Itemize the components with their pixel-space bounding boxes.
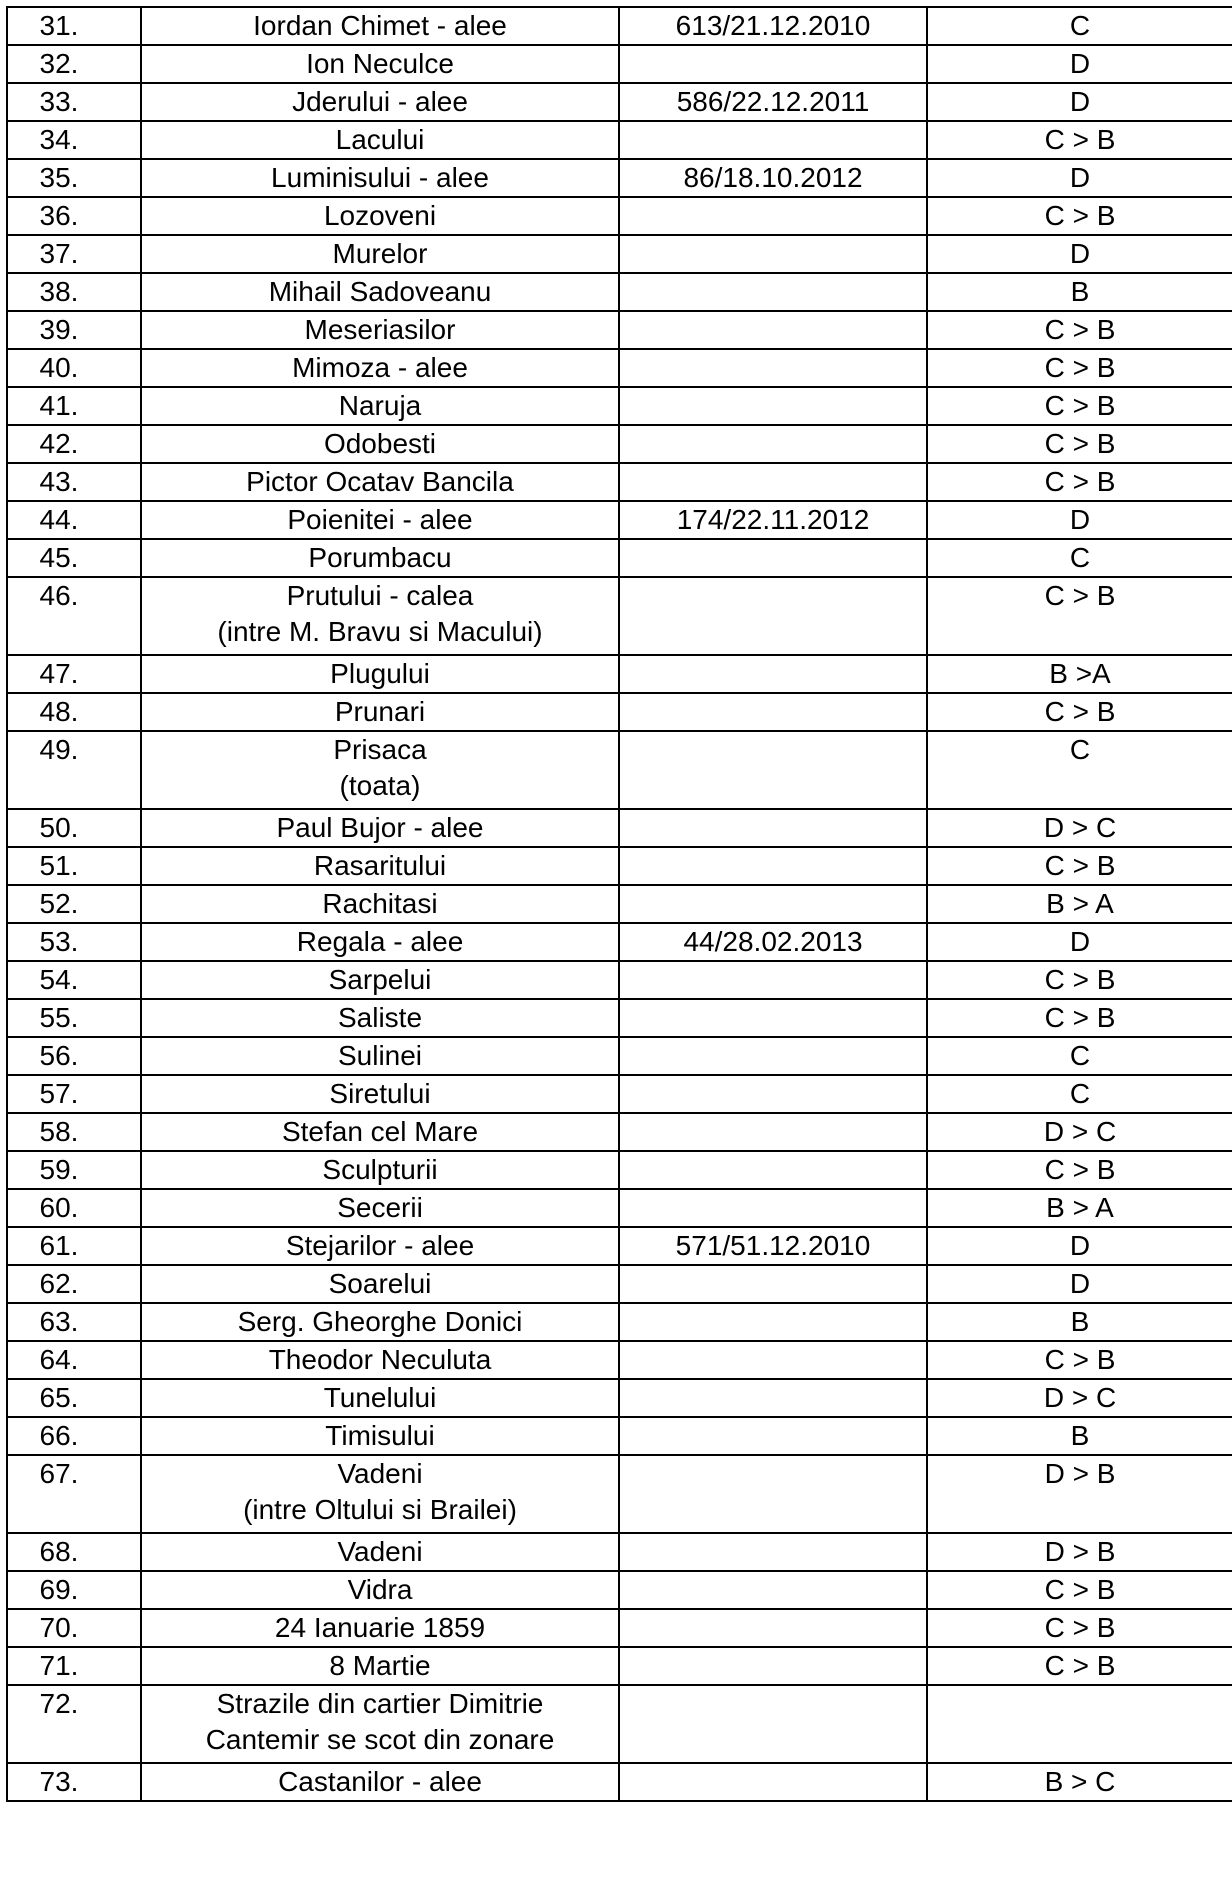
- street-name-cell: Mihail Sadoveanu: [141, 273, 619, 311]
- row-number-cell: 55.: [7, 999, 141, 1037]
- street-name-cell: 24 Ianuarie 1859: [141, 1609, 619, 1647]
- street-name-cell: Rachitasi: [141, 885, 619, 923]
- zone-cell: D: [927, 159, 1232, 197]
- row-number-cell: 53.: [7, 923, 141, 961]
- table-row: [7, 311, 1232, 349]
- street-name-cell: Jderului - alee: [141, 83, 619, 121]
- row-number-cell: 54.: [7, 961, 141, 999]
- street-name-cell: Castanilor - alee: [141, 1763, 619, 1801]
- decision-cell: [619, 999, 927, 1037]
- zone-cell: C > B: [927, 961, 1232, 999]
- street-name-cell: Serg. Gheorghe Donici: [141, 1303, 619, 1341]
- decision-cell: 174/22.11.2012: [619, 501, 927, 539]
- street-name-cell: Rasaritului: [141, 847, 619, 885]
- decision-cell: [619, 1113, 927, 1151]
- zone-cell: C > B: [927, 693, 1232, 731]
- row-number-cell: 71.: [7, 1647, 141, 1685]
- zone-cell: C > B: [927, 197, 1232, 235]
- street-name-cell: Porumbacu: [141, 539, 619, 577]
- street-name-cell: Prunari: [141, 693, 619, 731]
- table-row: [7, 197, 1232, 235]
- decision-cell: [619, 731, 927, 809]
- decision-cell: [619, 809, 927, 847]
- decision-cell: [619, 1571, 927, 1609]
- row-number-cell: 40.: [7, 349, 141, 387]
- table-row: [7, 1113, 1232, 1151]
- decision-cell: [619, 1417, 927, 1455]
- row-number-cell: 66.: [7, 1417, 141, 1455]
- decision-cell: [619, 1685, 927, 1763]
- street-name-cell: Soarelui: [141, 1265, 619, 1303]
- decision-cell: [619, 311, 927, 349]
- table-row: [7, 121, 1232, 159]
- row-number-cell: 62.: [7, 1265, 141, 1303]
- row-number-cell: 67.: [7, 1455, 141, 1533]
- street-name-cell: Prisaca (toata): [141, 731, 619, 809]
- table-row: [7, 387, 1232, 425]
- decision-cell: [619, 1151, 927, 1189]
- table-row: [7, 999, 1232, 1037]
- table-row: [7, 273, 1232, 311]
- zone-cell: D: [927, 501, 1232, 539]
- table-row: [7, 885, 1232, 923]
- decision-cell: [619, 273, 927, 311]
- zone-cell: D: [927, 235, 1232, 273]
- row-number-cell: 59.: [7, 1151, 141, 1189]
- table-row: [7, 1571, 1232, 1609]
- table-row: [7, 1227, 1232, 1265]
- zone-cell: C > B: [927, 121, 1232, 159]
- street-name-cell: Poienitei - alee: [141, 501, 619, 539]
- row-number-cell: 49.: [7, 731, 141, 809]
- zone-cell: D: [927, 1227, 1232, 1265]
- street-zoning-table-container: [6, 6, 1232, 1802]
- zone-cell: C > B: [927, 1341, 1232, 1379]
- zone-cell: D: [927, 45, 1232, 83]
- zone-cell: C > B: [927, 577, 1232, 655]
- table-row: [7, 539, 1232, 577]
- decision-cell: [619, 1341, 927, 1379]
- table-row: [7, 1533, 1232, 1571]
- zone-cell: C > B: [927, 349, 1232, 387]
- decision-cell: [619, 1037, 927, 1075]
- table-row: [7, 349, 1232, 387]
- zone-cell: B: [927, 1303, 1232, 1341]
- street-name-cell: Pictor Ocatav Bancila: [141, 463, 619, 501]
- decision-cell: [619, 961, 927, 999]
- zone-cell: C > B: [927, 425, 1232, 463]
- street-name-cell: 8 Martie: [141, 1647, 619, 1685]
- street-name-cell: Stejarilor - alee: [141, 1227, 619, 1265]
- row-number-cell: 47.: [7, 655, 141, 693]
- row-number-cell: 52.: [7, 885, 141, 923]
- decision-cell: [619, 693, 927, 731]
- decision-cell: [619, 1647, 927, 1685]
- decision-cell: [619, 539, 927, 577]
- decision-cell: [619, 463, 927, 501]
- decision-cell: [619, 1075, 927, 1113]
- table-row: [7, 961, 1232, 999]
- zone-cell: D: [927, 1265, 1232, 1303]
- zone-cell: B > C: [927, 1763, 1232, 1801]
- row-number-cell: 68.: [7, 1533, 141, 1571]
- row-number-cell: 63.: [7, 1303, 141, 1341]
- zone-cell: B > A: [927, 1189, 1232, 1227]
- decision-cell: [619, 197, 927, 235]
- street-name-cell: Murelor: [141, 235, 619, 273]
- decision-cell: [619, 235, 927, 273]
- row-number-cell: 61.: [7, 1227, 141, 1265]
- table-row: [7, 1763, 1232, 1801]
- zone-cell: C > B: [927, 1609, 1232, 1647]
- row-number-cell: 44.: [7, 501, 141, 539]
- table-row: [7, 7, 1232, 45]
- decision-cell: [619, 1533, 927, 1571]
- street-name-cell: Ion Neculce: [141, 45, 619, 83]
- decision-cell: [619, 577, 927, 655]
- street-name-cell: Vadeni (intre Oltului si Brailei): [141, 1455, 619, 1533]
- decision-cell: [619, 885, 927, 923]
- street-name-cell: Luminisului - alee: [141, 159, 619, 197]
- row-number-cell: 70.: [7, 1609, 141, 1647]
- table-row: [7, 1379, 1232, 1417]
- street-name-cell: Iordan Chimet - alee: [141, 7, 619, 45]
- zone-cell: C > B: [927, 387, 1232, 425]
- row-number-cell: 33.: [7, 83, 141, 121]
- decision-cell: 86/18.10.2012: [619, 159, 927, 197]
- row-number-cell: 41.: [7, 387, 141, 425]
- decision-cell: [619, 387, 927, 425]
- row-number-cell: 60.: [7, 1189, 141, 1227]
- street-name-cell: Sulinei: [141, 1037, 619, 1075]
- table-row: [7, 235, 1232, 273]
- table-row: [7, 731, 1232, 809]
- table-body: [7, 7, 1232, 1801]
- table-row: [7, 847, 1232, 885]
- decision-cell: 613/21.12.2010: [619, 7, 927, 45]
- table-row: [7, 1455, 1232, 1533]
- row-number-cell: 69.: [7, 1571, 141, 1609]
- table-row: [7, 577, 1232, 655]
- table-row: [7, 809, 1232, 847]
- zone-cell: D > C: [927, 809, 1232, 847]
- table-row: [7, 83, 1232, 121]
- zone-cell: B: [927, 273, 1232, 311]
- table-row: [7, 655, 1232, 693]
- decision-cell: [619, 425, 927, 463]
- table-row: [7, 1341, 1232, 1379]
- row-number-cell: 51.: [7, 847, 141, 885]
- row-number-cell: 65.: [7, 1379, 141, 1417]
- decision-cell: [619, 1189, 927, 1227]
- decision-cell: [619, 349, 927, 387]
- zone-cell: B > A: [927, 885, 1232, 923]
- table-row: [7, 693, 1232, 731]
- row-number-cell: 45.: [7, 539, 141, 577]
- table-row: [7, 1037, 1232, 1075]
- row-number-cell: 35.: [7, 159, 141, 197]
- decision-cell: [619, 1763, 927, 1801]
- table-row: [7, 1189, 1232, 1227]
- decision-cell: 586/22.12.2011: [619, 83, 927, 121]
- table-row: [7, 1075, 1232, 1113]
- zone-cell: D > C: [927, 1113, 1232, 1151]
- decision-cell: [619, 1379, 927, 1417]
- row-number-cell: 37.: [7, 235, 141, 273]
- decision-cell: [619, 1609, 927, 1647]
- table-row: [7, 1303, 1232, 1341]
- street-name-cell: Saliste: [141, 999, 619, 1037]
- row-number-cell: 50.: [7, 809, 141, 847]
- street-name-cell: Mimoza - alee: [141, 349, 619, 387]
- zone-cell: [927, 1685, 1232, 1763]
- street-name-cell: Naruja: [141, 387, 619, 425]
- table-row: [7, 1151, 1232, 1189]
- decision-cell: 44/28.02.2013: [619, 923, 927, 961]
- street-name-cell: Siretului: [141, 1075, 619, 1113]
- street-name-cell: Strazile din cartier Dimitrie Cantemir se scot din zonare: [141, 1685, 619, 1763]
- row-number-cell: 38.: [7, 273, 141, 311]
- street-name-cell: Paul Bujor - alee: [141, 809, 619, 847]
- zone-cell: C: [927, 7, 1232, 45]
- street-name-cell: Timisului: [141, 1417, 619, 1455]
- table-row: [7, 501, 1232, 539]
- zone-cell: D: [927, 923, 1232, 961]
- decision-cell: [619, 1265, 927, 1303]
- zone-cell: C > B: [927, 1647, 1232, 1685]
- zone-cell: D: [927, 83, 1232, 121]
- table-row: [7, 463, 1232, 501]
- row-number-cell: 57.: [7, 1075, 141, 1113]
- street-name-cell: Regala - alee: [141, 923, 619, 961]
- table-row: [7, 1417, 1232, 1455]
- street-name-cell: Tunelului: [141, 1379, 619, 1417]
- row-number-cell: 58.: [7, 1113, 141, 1151]
- street-name-cell: Sculpturii: [141, 1151, 619, 1189]
- street-name-cell: Prutului - calea (intre M. Bravu si Macului): [141, 577, 619, 655]
- street-name-cell: Vadeni: [141, 1533, 619, 1571]
- zone-cell: B: [927, 1417, 1232, 1455]
- row-number-cell: 32.: [7, 45, 141, 83]
- zone-cell: C > B: [927, 999, 1232, 1037]
- street-name-cell: Plugului: [141, 655, 619, 693]
- decision-cell: 571/51.12.2010: [619, 1227, 927, 1265]
- decision-cell: [619, 45, 927, 83]
- street-name-cell: Odobesti: [141, 425, 619, 463]
- zone-cell: C: [927, 731, 1232, 809]
- street-name-cell: Meseriasilor: [141, 311, 619, 349]
- table-row: [7, 923, 1232, 961]
- zone-cell: C > B: [927, 463, 1232, 501]
- row-number-cell: 72.: [7, 1685, 141, 1763]
- street-name-cell: Theodor Neculuta: [141, 1341, 619, 1379]
- decision-cell: [619, 1455, 927, 1533]
- table-row: [7, 45, 1232, 83]
- zone-cell: D > B: [927, 1533, 1232, 1571]
- street-zoning-table: [6, 6, 1232, 1802]
- table-row: [7, 425, 1232, 463]
- zone-cell: C > B: [927, 311, 1232, 349]
- zone-cell: C > B: [927, 847, 1232, 885]
- zone-cell: D > B: [927, 1455, 1232, 1533]
- decision-cell: [619, 121, 927, 159]
- zone-cell: C > B: [927, 1151, 1232, 1189]
- table-row: [7, 1609, 1232, 1647]
- row-number-cell: 34.: [7, 121, 141, 159]
- street-name-cell: Stefan cel Mare: [141, 1113, 619, 1151]
- row-number-cell: 73.: [7, 1763, 141, 1801]
- zone-cell: C: [927, 1037, 1232, 1075]
- zone-cell: C: [927, 1075, 1232, 1113]
- row-number-cell: 43.: [7, 463, 141, 501]
- row-number-cell: 48.: [7, 693, 141, 731]
- zone-cell: B >A: [927, 655, 1232, 693]
- table-row: [7, 1647, 1232, 1685]
- table-row: [7, 1685, 1232, 1763]
- row-number-cell: 39.: [7, 311, 141, 349]
- zone-cell: D > C: [927, 1379, 1232, 1417]
- decision-cell: [619, 655, 927, 693]
- row-number-cell: 42.: [7, 425, 141, 463]
- decision-cell: [619, 847, 927, 885]
- row-number-cell: 64.: [7, 1341, 141, 1379]
- zone-cell: C: [927, 539, 1232, 577]
- row-number-cell: 46.: [7, 577, 141, 655]
- zone-cell: C > B: [927, 1571, 1232, 1609]
- street-name-cell: Vidra: [141, 1571, 619, 1609]
- decision-cell: [619, 1303, 927, 1341]
- street-name-cell: Sarpelui: [141, 961, 619, 999]
- street-name-cell: Lacului: [141, 121, 619, 159]
- street-name-cell: Lozoveni: [141, 197, 619, 235]
- row-number-cell: 36.: [7, 197, 141, 235]
- street-name-cell: Secerii: [141, 1189, 619, 1227]
- table-row: [7, 159, 1232, 197]
- row-number-cell: 56.: [7, 1037, 141, 1075]
- row-number-cell: 31.: [7, 7, 141, 45]
- table-row: [7, 1265, 1232, 1303]
